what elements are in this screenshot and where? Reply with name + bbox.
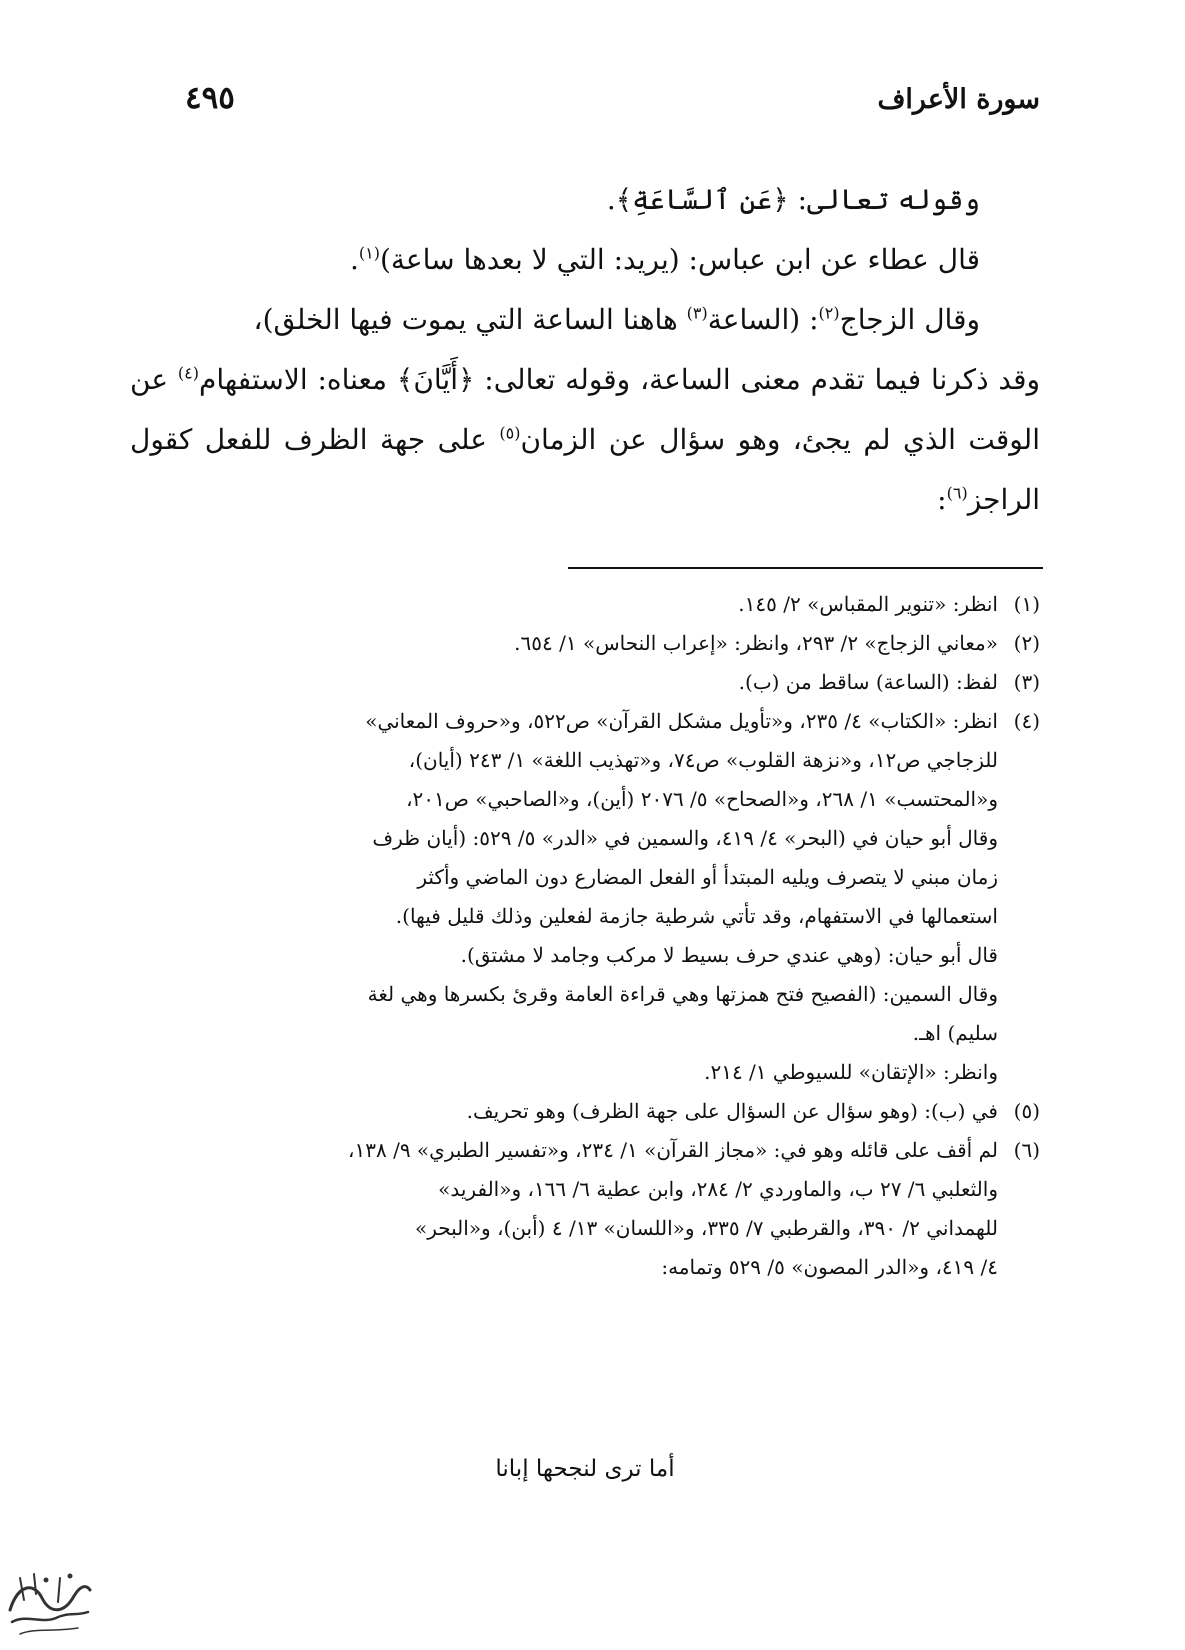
paragraph-4-text-b: عن الوقت الذي لم يجئ، وهو سؤال عن الزمان [130,363,1040,456]
footnote-line: قال أبو حيان: (وهي عندي حرف بسيط لا مركب وجامد لا مشتق). [460,943,998,967]
footnote-number: (٣) [1013,670,1040,694]
footnote-line: انظر: «الكتاب» ٤/ ٢٣٥، و«تأويل مشكل القرآن» ص٥٢٢، و«حروف المعاني» [365,709,998,733]
paragraph-4-text-c: على جهة الظرف للفعل كقول الراجز [130,423,1040,516]
footnote-body [130,702,998,1092]
paragraph-4-text-a: وقد ذكرنا فيما تقدم معنى الساعة، وقوله تعالى: ﴿أَيَّانَ﴾ معناه: الاستفهام [199,363,1041,396]
footnote-line: ٤/ ٤١٩، و«الدر المصون» ٥/ ٥٢٩ وتمامه: [661,1255,998,1279]
footnote-ref-3[interactable]: (٣) [686,303,708,323]
footnote-ref-2[interactable]: (٢) [818,303,840,323]
footnote-line: وانظر: «الإتقان» للسيوطي ١/ ٢١٤. [704,1060,998,1084]
footnote-line: وقال السمين: (الفصيح فتح همزتها وهي قراءة العامة وقرئ بكسرها وهي لغة [367,982,998,1006]
footnote-5 [130,1092,1040,1131]
footnote-body [130,585,998,624]
paragraph-2-text: قال عطاء عن ابن عباس: (يريد: التي لا بعدها ساعة) [379,243,980,276]
footnote-line: لم أقف على قائله وهو في: «مجاز القرآن» ١/ ٢٣٤، و«تفسير الطبري» ٩/ ١٣٨، [348,1138,998,1162]
footnote-4 [130,702,1040,1092]
footnote-line: و«المحتسب» ١/ ٢٦٨، و«الصحاح» ٥/ ٢٠٧٦ (أين)، و«الصاحبي» ص٢٠١، [406,787,998,811]
footnote-line: لفظ: (الساعة) ساقط من (ب). [738,670,998,694]
paragraph-1 [130,170,1040,230]
footnotes [130,585,1040,1287]
surah-title: سورة الأعراف [877,84,1040,115]
footnote-line: انظر: «تنوير المقباس» ٢/ ١٤٥. [738,592,998,616]
footnote-ref-1[interactable]: (١) [358,243,380,263]
poetry-verse: أما ترى لنجحها إبانا [495,1456,675,1482]
paragraph-4 [130,350,1040,530]
footnote-line: استعمالها في الاستفهام، وقد تأتي شرطية جازمة لفعلين وذلك قليل فيها). [395,904,998,928]
main-text [130,170,1040,530]
footnote-number: (٢) [1013,631,1040,655]
page-header [185,76,1040,126]
footnote-separator [568,567,1043,569]
footnote-number: (٦) [1013,1138,1040,1162]
footnote-line: وقال أبو حيان في (البحر» ٤/ ٤١٩، والسمين في «الدر» ٥/ ٥٢٩: (أيان ظرف [372,826,998,850]
footnote-body [130,1131,998,1287]
footnote-line: للزجاجي ص١٢، و«نزهة القلوب» ص٧٤، و«تهذيب اللغة» ١/ ٢٤٣ (أيان)، [408,748,998,772]
footnote-number: (٤) [1013,709,1040,733]
footnote-line: «معاني الزجاج» ٢/ ٢٩٣، وانظر: «إعراب النحاس» ١/ ٦٥٤. [514,631,998,655]
footnote-ref-5[interactable]: (٥) [499,423,521,443]
page-number: ٤٩٥ [185,80,235,116]
footnote-2 [130,624,1040,663]
footnote-1 [130,585,1040,624]
paragraph-2-end: . [349,243,359,276]
footnote-number: (١) [1013,592,1040,616]
paragraph-2 [130,230,1040,290]
footnote-ref-4[interactable]: (٤) [177,363,199,383]
footnote-6 [130,1131,1040,1287]
paragraph-4-text-d: : [937,483,947,516]
footnote-ref-6[interactable]: (٦) [946,483,968,503]
paragraph-3-text-b: : (الساعة [707,303,819,336]
footnote-body [130,663,998,702]
footnote-line: سليم) اهـ. [912,1021,998,1045]
footnote-body [130,1092,998,1131]
paragraph-1-text: وقوله تعالى: ﴿عَنِ ٱلسَّاعَةِ﴾. [606,183,980,216]
footnote-line: للهمداني ٢/ ٣٩٠، والقرطبي ٧/ ٣٣٥، و«اللسان» ١٣/ ٤ (أبن)، و«البحر» [414,1216,998,1240]
paragraph-3-text-c: هاهنا الساعة التي يموت فيها الخلق)، [253,303,687,336]
calligraphy-watermark-icon [0,1560,96,1646]
footnote-number: (٥) [1013,1099,1040,1123]
footnote-3 [130,663,1040,702]
footnote-line: في (ب): (وهو سؤال عن السؤال على جهة الظرف) وهو تحريف. [466,1099,998,1123]
paragraph-3-text-a: وقال الزجاج [839,303,980,336]
footnote-line: زمان مبني لا يتصرف ويليه المبتدأ أو الفعل المضارع دون الماضي وأكثر [417,865,998,889]
footnote-line: والثعلبي ٦/ ٢٧ ب، والماوردي ٢/ ٢٨٤، وابن عطية ٦/ ١٦٦، و«الفريد» [438,1177,998,1201]
paragraph-3 [130,290,1040,350]
footnote-body [130,624,998,663]
